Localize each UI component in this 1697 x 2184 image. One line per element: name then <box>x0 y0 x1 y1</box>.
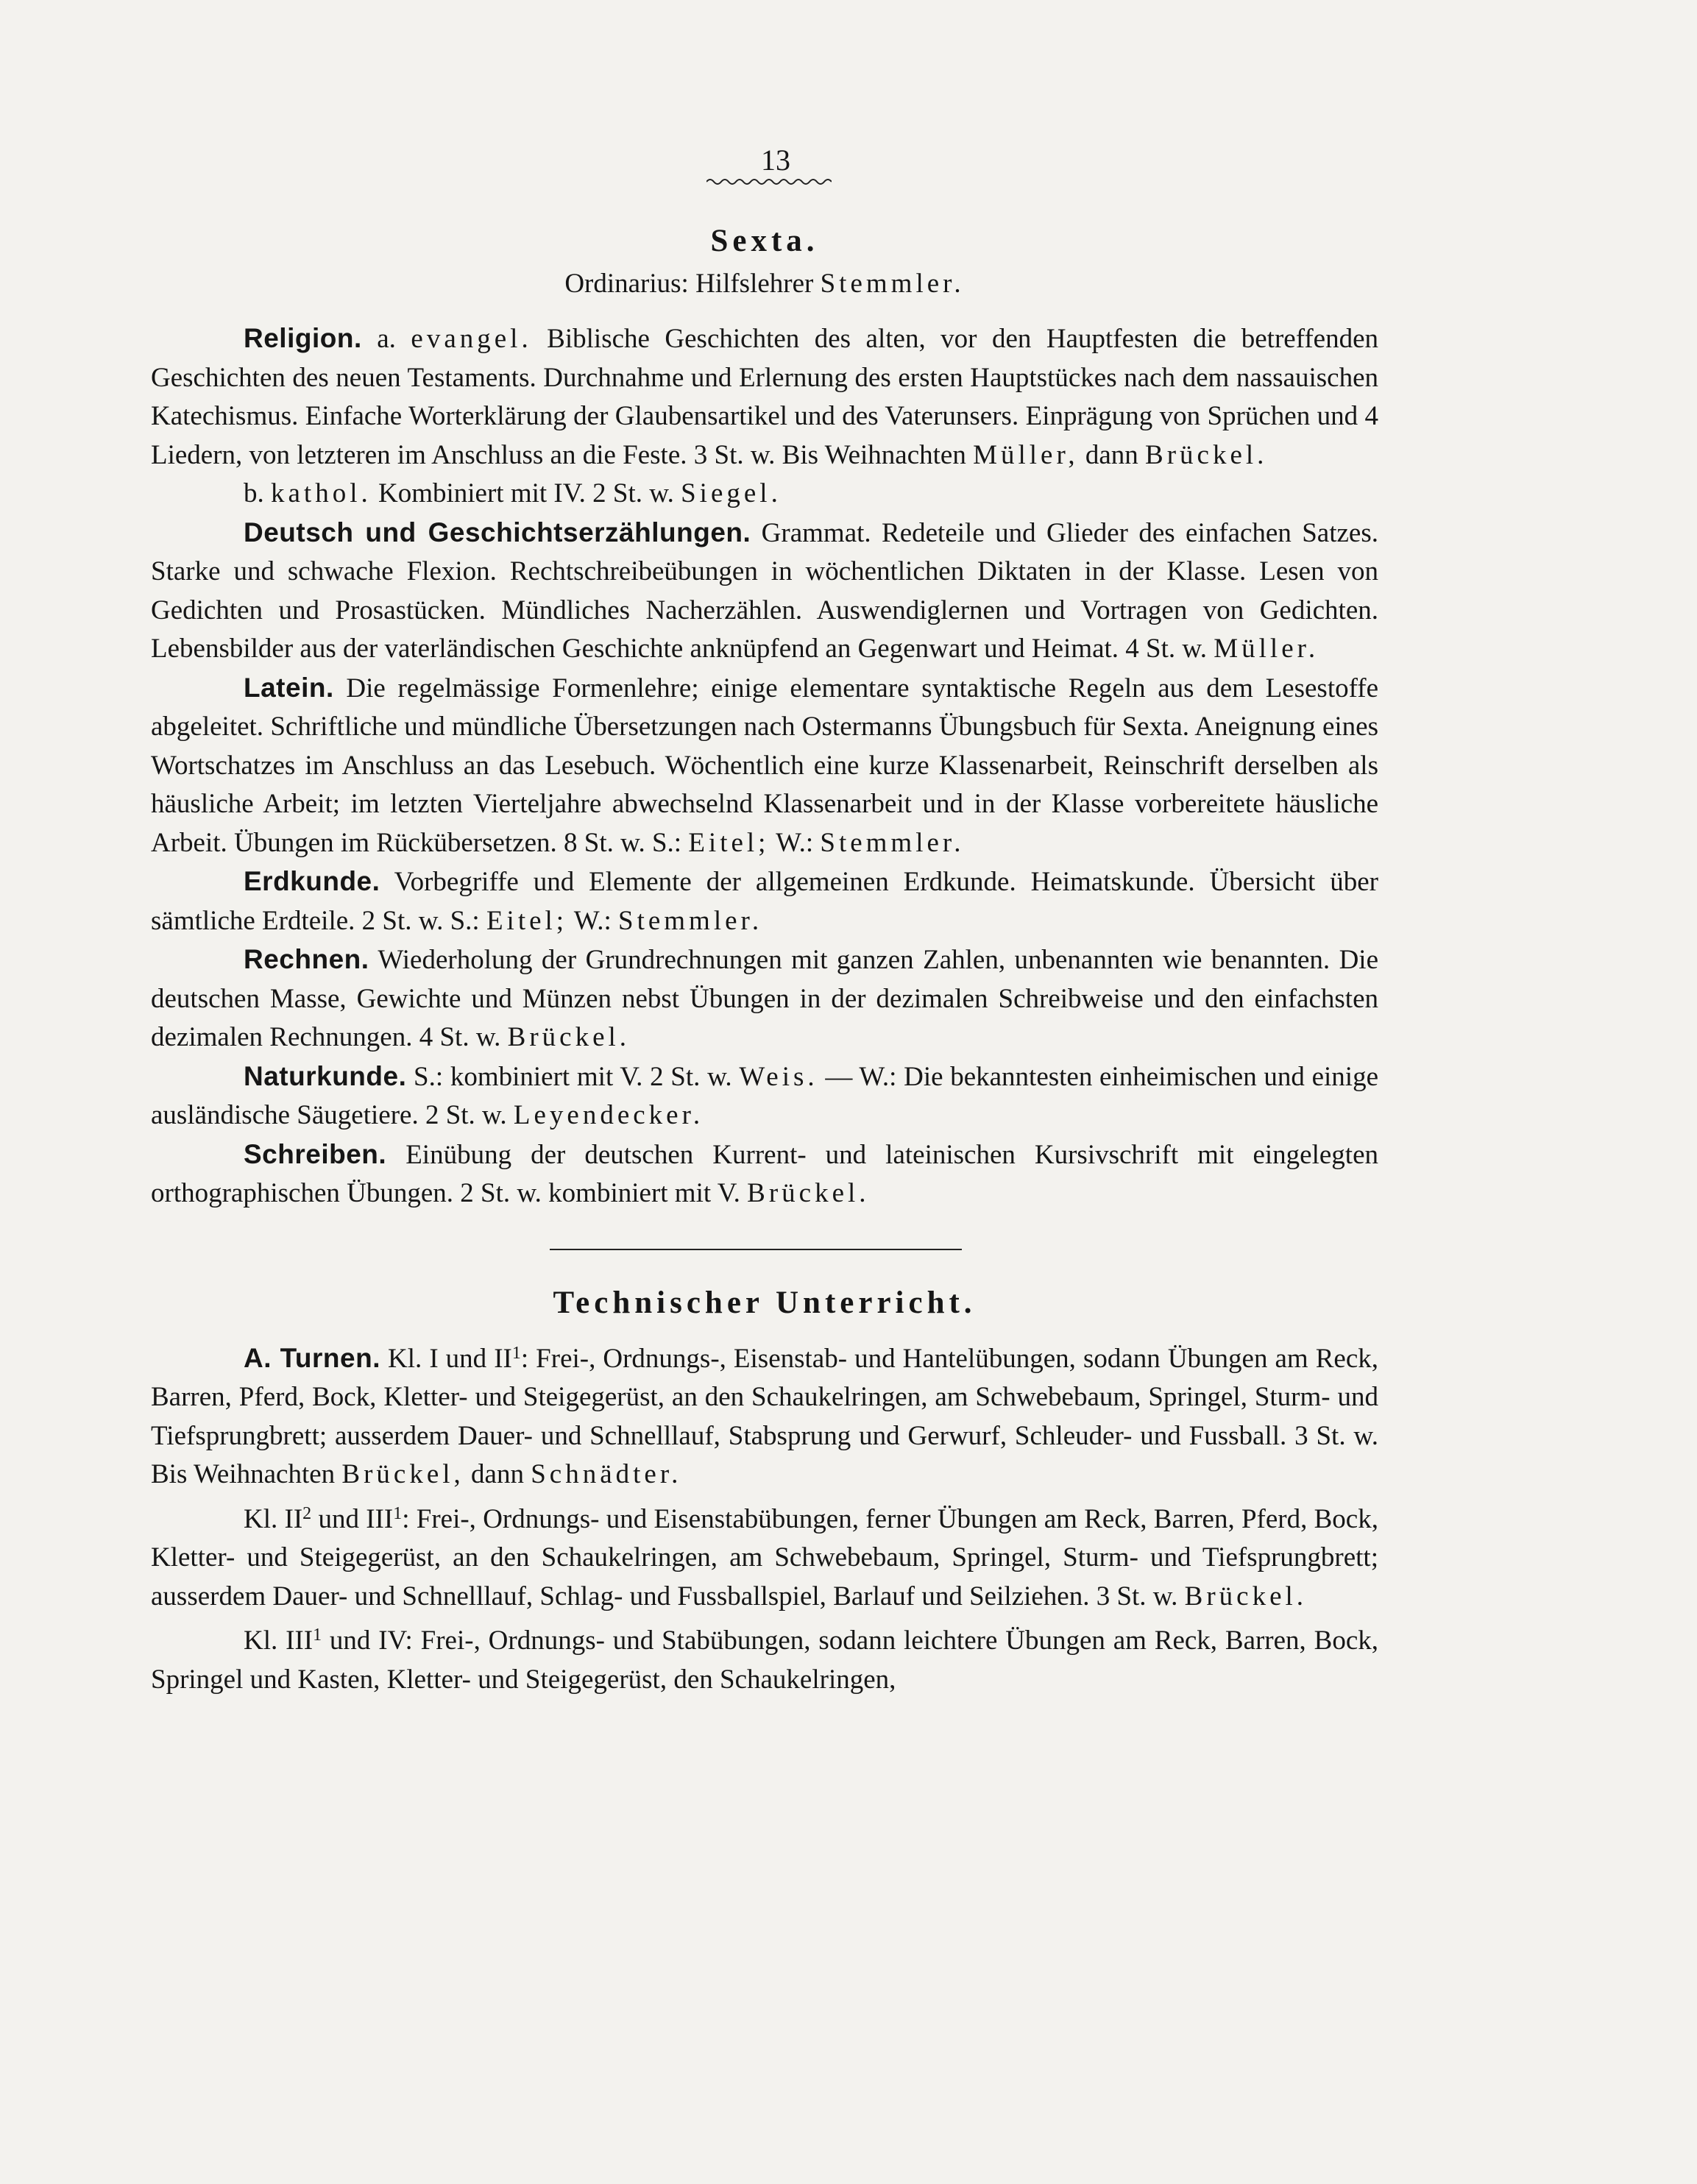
latein-teacher-1: Eitel; <box>688 827 770 858</box>
turnen-p2-superscript-1: 2 <box>302 1503 312 1523</box>
religion-a-confession: evangel. <box>411 324 532 354</box>
document-page <box>151 144 1378 1699</box>
rechnen-text: Wiederholung der Grundrechnungen mit ganzen Zahlen, unbenannten wie benannten. Die deutschen Masse, Gewichte und Münzen nebst Übungen in der dezimalen Schreibweise und den einfachsten dezimalen Rechnungen. 4 St. w. <box>151 945 1378 1052</box>
ordinarius-name: Stemmler. <box>820 269 965 299</box>
schreiben-teacher: Brückel. <box>747 1178 870 1208</box>
subject-heading-schreiben: Schreiben. <box>244 1138 387 1169</box>
rechnen-teacher: Brückel. <box>507 1022 631 1052</box>
turnen-paragraph-2 <box>151 1495 1378 1617</box>
latein-teacher-2: Stemmler. <box>820 827 965 858</box>
technical-section-title: Technischer Unterricht. <box>553 1285 977 1320</box>
religion-a-marker: a. <box>377 324 396 354</box>
turnen-p1-teacher-2: Schnädter. <box>531 1459 682 1489</box>
turnen-p2-text: : Frei-, Ordnungs- und Eisenstabübungen, ferner Übungen am Reck, Barren, Pferd, Bock, Kletter- und Steigegerüst, an den Schaukelringen, am Schwebebaum, Springel, Sturm- und Tiefsprungbrett; ausserdem Dauer- und Schnelllauf, Schlag- und Fussballspiel, Barlauf und Seilziehen. 3 St. w. <box>151 1503 1378 1612</box>
deutsch-teacher: Müller. <box>1214 634 1319 664</box>
schreiben-text: Einübung der deutschen Kurrent- und lateinischen Kursivschrift mit eingelegten orthographischen Übungen. 2 St. w. kombiniert mit V. <box>151 1139 1379 1208</box>
page-number: 13 <box>761 143 790 177</box>
naturkunde-text-2: — W.: Die bekanntesten einheimischen und einige ausländische Säugetiere. 2 St. w. <box>151 1061 1379 1130</box>
turnen-p1-teacher-1: Brückel, <box>341 1459 464 1489</box>
rechnen-paragraph <box>151 940 1378 1057</box>
turnen-p3-superscript: 1 <box>313 1625 322 1645</box>
turnen-p2-teacher: Brückel. <box>1184 1581 1308 1612</box>
religion-b-text: Kombiniert mit IV. 2 St. w. <box>378 478 674 508</box>
latein-mid: W.: <box>776 827 814 858</box>
turnen-p3-text: und IV: Frei-, Ordnungs- und Stabübungen, sodann leichtere Übungen am Reck, Barren, Bock, Springel und Kasten, Kletter- und Steigegerüst, den Schaukelringen, <box>151 1625 1378 1695</box>
deutsch-paragraph <box>151 514 1378 669</box>
subject-heading-rechnen: Rechnen. <box>244 944 369 974</box>
naturkunde-teacher-2: Leyendecker. <box>513 1100 704 1130</box>
subject-heading-erdkunde: Erdkunde. <box>244 866 380 896</box>
religion-b-paragraph <box>151 475 1378 514</box>
religion-paragraph <box>151 319 1378 475</box>
religion-a-teacher-1: Müller, <box>973 439 1079 470</box>
section-title: Sexta. <box>710 224 819 258</box>
religion-a-connector: dann <box>1085 439 1138 470</box>
turnen-paragraph-1 <box>151 1334 1378 1495</box>
erdkunde-teacher-2: Stemmler. <box>618 905 763 936</box>
naturkunde-paragraph <box>151 1057 1378 1135</box>
religion-a-teacher-2: Brückel. <box>1145 439 1268 470</box>
turnen-p1-class-a: Kl. I und II <box>388 1343 512 1374</box>
religion-b-teacher: Siegel. <box>681 478 782 508</box>
turnen-p1-superscript: 1 <box>511 1343 521 1363</box>
subject-heading-deutsch: Deutsch und Geschichtserzählungen. <box>244 517 751 547</box>
wavy-rule-ornament <box>706 177 832 187</box>
turnen-p2-class-a: Kl. II <box>244 1503 303 1534</box>
erdkunde-mid: W.: <box>573 905 612 936</box>
turnen-paragraph-3 <box>151 1616 1378 1699</box>
deutsch-text: Grammat. Redeteile und Glieder des einfachen Satzes. Starke und schwache Flexion. Rechtschreibeübungen in wöchentlichen Diktaten in der Klasse. Lesen von Gedichten und Prosastücken. Mündliches Nacherzählen. Auswendiglernen und Vortragen von Gedichten. Lebensbilder aus der vaterländischen Geschichte anknüpfend an Gegenwart und Heimat. 4 St. w. <box>151 517 1378 664</box>
turnen-p3-class-a: Kl. III <box>244 1625 313 1656</box>
erdkunde-teacher-1: Eitel; <box>486 905 568 936</box>
turnen-p2-superscript-2: 1 <box>393 1503 403 1523</box>
erdkunde-text: Vorbegriffe und Elemente der allgemeinen Erdkunde. Heimatskunde. Übersicht über sämtliche Erdteile. 2 St. w. S.: <box>151 867 1378 936</box>
subject-heading-latein: Latein. <box>244 672 334 703</box>
religion-b-confession: kathol. <box>271 478 372 508</box>
naturkunde-text-1: S.: kombiniert mit V. 2 St. w. <box>414 1061 732 1092</box>
latein-paragraph <box>151 669 1378 863</box>
subject-heading-turnen: A. Turnen. <box>244 1342 380 1373</box>
turnen-p1-text: : Frei-, Ordnungs-, Eisenstab- und Hantelübungen, sodann Übungen am Reck, Barren, Pferd, Bock, Kletter- und Steigegerüst, an den Schaukelringen, am Schwebebaum, Springel, Sturm- und Tiefsprungbrett; ausserdem Dauer- und Schnelllauf, Stabsprung und Gerwurf, Schleuder- und Fussball. 3 St. w. Bis Weihnachten <box>151 1343 1379 1489</box>
erdkunde-paragraph <box>151 862 1378 940</box>
subject-heading-naturkunde: Naturkunde. <box>244 1060 407 1091</box>
section-divider <box>550 1249 962 1250</box>
religion-b-marker: b. <box>244 478 264 508</box>
subject-heading-religion: Religion. <box>244 323 362 353</box>
ordinarius-prefix: Ordinarius: Hilfslehrer <box>564 269 814 299</box>
ordinarius-line <box>151 265 1378 303</box>
turnen-p2-class-b: und III <box>311 1503 394 1534</box>
schreiben-paragraph <box>151 1135 1378 1213</box>
naturkunde-teacher-1: Weis. <box>739 1061 818 1092</box>
latein-text: Die regelmässige Formenlehre; einige elementare syntaktische Regeln aus dem Lesestoffe abgeleitet. Schriftliche und mündliche Übersetzungen nach Ostermanns Übungsbuch für Sexta. Aneignung eines Wortschatzes im Anschluss an das Lesebuch. Wöchentlich eine kurze Klassenarbeit, Reinschrift derselben als häusliche Arbeit; im letzten Vierteljahre abwechselnd Klassenarbeit und in der Klasse vorbereitete häusliche Arbeit. Übungen im Rückübersetzen. 8 St. w. S.: <box>151 673 1378 858</box>
turnen-p1-mid: dann <box>471 1459 524 1489</box>
religion-a-text: Biblische Geschichten des alten, vor den Hauptfesten die betreffenden Geschichten des neuen Testaments. Durchnahme und Erlernung des ersten Hauptstückes nach dem nassauischen Katechismus. Einfache Worterklärung der Glaubensartikel und des Vaterunsers. Einprägung von Sprüchen und 4 Liedern, von letzteren im Anschluss an die Feste. 3 St. w. Bis Weihnachten <box>151 324 1379 470</box>
